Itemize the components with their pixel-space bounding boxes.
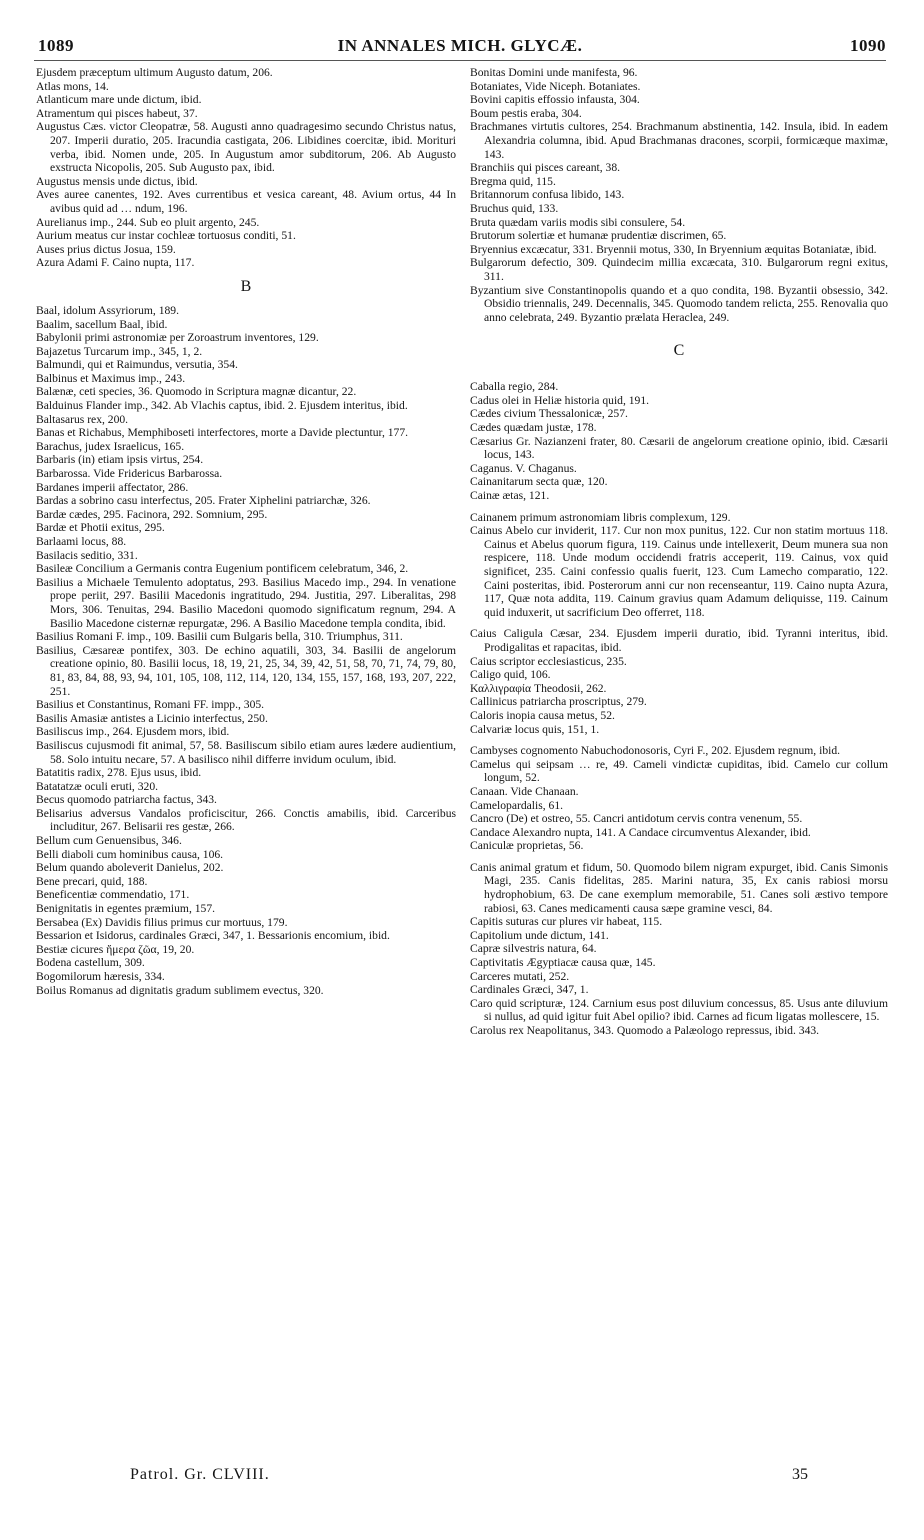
index-entry: Baalim, sacellum Baal, ibid. <box>36 317 168 331</box>
index-entry: Belli diaboli cum hominibus causa, 106. <box>36 847 224 861</box>
index-entry: Cainanem primum astronomiam libris complexum, 129. <box>470 510 731 524</box>
index-entry: Britannorum confusa libido, 143. <box>470 188 625 202</box>
index-entry: Basilis Amasiæ antistes a Licinio interfectus, 250. <box>36 711 268 725</box>
index-entry: Bovini capitis effossio infausta, 304. <box>470 93 640 107</box>
index-entry: Brutorum solertiæ et humanæ prudentiæ discrimen, 65. <box>470 229 727 243</box>
index-entry: Bruchus quid, 133. <box>470 201 559 215</box>
index-entry: Brachmanes virtutis cultores, 254. Brachmanum abstinentia, 142. Insula, ibid. In eadem Alexandria columna, ibid. Apud Brachmanas dracones, scorpii, formicæque maximæ, 143. <box>470 120 888 161</box>
index-entry: Atlas mons, 14. <box>36 79 109 93</box>
index-entry: Caballa regio, 284. <box>470 380 559 394</box>
index-entry: Atramentum qui pisces habeut, 37. <box>36 106 198 120</box>
running-title: IN ANNALES MICH. GLYCÆ. <box>337 36 583 55</box>
index-entry: Cardinales Græci, 347, 1. <box>470 983 589 997</box>
index-entry: Basiliscus cujusmodi fit animal, 57, 58. Basiliscum sibilo etiam aures lædere audientium, 58. Solo intuitu necare, 57. A basilisco nihil differre invidum oculum, ibid. <box>36 738 456 766</box>
index-entry: Cadus olei in Heliæ historia quid, 191. <box>470 393 650 407</box>
index-entry: Augustus Cæs. victor Cleopatræ, 58. Augusti anno quadragesimo secundo Christus natus, 207. Imperii duratio, 205. Iracundia castigata, 206. Libidines coercitæ, ibid. Morituri verba, ibid. Nomen unde, 205. In Augustum amor subditorum, 206. Ab Augusto exstructa Nicopolis, 205. Sub Augusto pax, ibid. <box>36 120 456 175</box>
entry-gap <box>470 853 888 861</box>
index-entry: Babylonii primi astronomiæ per Zoroastrum inventores, 129. <box>36 331 319 345</box>
index-entry: Bonitas Domini unde manifesta, 96. <box>470 66 638 79</box>
index-entry: Caganus. V. Chaganus. <box>470 461 577 475</box>
index-entry: Becus quomodo patriarcha factus, 343. <box>36 793 217 807</box>
entry-gap <box>470 503 888 511</box>
index-entry: Cancro (De) et ostreo, 55. Cancri antidotum cervis contra venenum, 55. <box>470 812 803 826</box>
index-entry: Captivitatis Ægyptiacæ causa quæ, 145. <box>470 956 656 970</box>
index-entry: Aurelianus imp., 244. Sub eo pluit argento, 245. <box>36 215 260 229</box>
index-entry: Basileæ Concilium a Germanis contra Eugenium pontificem celebratum, 346, 2. <box>36 562 409 576</box>
index-entry: Bruta quædam variis modis sibi consulere, 54. <box>470 215 686 229</box>
index-entry: Bajazetus Turcarum imp., 345, 1, 2. <box>36 344 203 358</box>
section-letter: C <box>673 342 685 360</box>
index-entry: Καλλιγραφία Theodosii, 262. <box>470 681 607 695</box>
index-entry: Basilius Romani F. imp., 109. Basilii cum Bulgaris bella, 310. Triumphus, 311. <box>36 630 403 644</box>
page-number-left: 1089 <box>38 36 74 55</box>
index-entry: Cainæ ætas, 121. <box>470 489 550 503</box>
index-entry: Canaan. Vide Chanaan. <box>470 784 579 798</box>
index-entry: Benignitatis in egentes præmium, 157. <box>36 902 216 916</box>
index-entry: Barbaris (in) etiam ipsis virtus, 254. <box>36 453 204 467</box>
index-entry: Balmundi, qui et Raimundus, versutia, 354. <box>36 358 238 372</box>
index-entry: Balduinus Flander imp., 342. Ab Vlachis captus, ibid. 2. Ejusdem interitus, ibid. <box>36 399 408 413</box>
index-entry: Ejusdem præceptum ultimum Augusto datum, 206. <box>36 66 273 79</box>
entry-gap <box>470 736 888 744</box>
index-entry: Belum quando aboleverit Danielus, 202. <box>36 861 224 875</box>
index-entry: Banas et Richabus, Memphiboseti interfectores, morte a Davide plectuntur, 177. <box>36 426 409 440</box>
index-entry: Cambyses cognomento Nabuchodonosoris, Cyri F., 202. Ejusdem regnum, ibid. <box>470 744 841 758</box>
index-entry: Botaniates, Vide Niceph. Botaniates. <box>470 79 641 93</box>
page-number-right: 1090 <box>850 36 886 55</box>
index-entry: Caloris inopia causa metus, 52. <box>470 708 615 722</box>
index-entry: Baltasarus rex, 200. <box>36 412 129 426</box>
index-entry: Basilius a Michaele Temulento adoptatus, 293. Basilius Macedo imp., 294. In venatione prope periit, 297. Basilii Macedonis ingratitudo, 294. Justitia, 297. Liberalitas, 298 Mors, 306. Tenuitas, 294. Basilio Macedoni quomodo significatum regnum, 294. A Basilio Macedone cisternæ repurgatæ, 296. A Basilio Macedone templa condita, ibid. <box>36 575 456 630</box>
index-entry: Barlaami locus, 88. <box>36 535 127 548</box>
index-entry: Boilus Romanus ad dignitatis gradum sublimem evectus, 320. <box>36 983 324 997</box>
index-entry: Bellum cum Genuensibus, 346. <box>36 834 182 848</box>
index-entry: Branchiis qui pisces careant, 38. <box>470 161 621 175</box>
index-entry: Bardas a sobrino casu interfectus, 205. Frater Xiphelini patriarchæ, 326. <box>36 494 371 508</box>
index-entry: Bardæ et Photii exitus, 295. <box>36 521 165 535</box>
index-entry: Carceres mutati, 252. <box>470 969 570 983</box>
index-entry: Balbinus et Maximus imp., 243. <box>36 371 186 385</box>
index-entry: Capitolium unde dictum, 141. <box>470 928 609 942</box>
index-entry: Caligo quid, 106. <box>470 668 551 682</box>
index-entry: Cædes quædam justæ, 178. <box>470 421 597 435</box>
index-entry: Camelus qui seipsam … re, 49. Cameli vindictæ cupiditas, ibid. Camelo cur collum longum, 52. <box>470 757 888 785</box>
index-entry: Atlanticum mare unde dictum, ibid. <box>36 93 202 107</box>
index-entry: Bersabea (Ex) Davidis filius primus cur mortuus, 179. <box>36 915 288 929</box>
index-entry: Basilius, Cæsareæ pontifex, 303. De echino aquatili, 303, 34. Basilii de angelorum creatione opinio, 80. Basilii locus, 18, 19, 21, 25, 34, 39, 42, 51, 58, 70, 71, 74, 79, 80, 81, 83, 84, 88, 93, 94, 101, 105, 108, 112, 114, 120, 134, 155, 157, 168, 193, 207, 222, 251. <box>36 643 456 698</box>
index-entry: Aves auree canentes, 192. Aves currentibus et vesica careant, 48. Avium ortus, 44 In avibus quid ad … ndum, 196. <box>36 188 456 215</box>
index-entry: Beneficentiæ commendatio, 171. <box>36 888 190 902</box>
index-entry: Baal, idolum Assyriorum, 189. <box>36 303 179 317</box>
index-entry: Batatitis radix, 278. Ejus usus, ibid. <box>36 766 202 780</box>
index-entry: Basilius et Constantinus, Romani FF. impp., 305. <box>36 698 265 712</box>
index-entry: Azura Adami F. Caino nupta, 117. <box>36 256 195 270</box>
index-entry: Bogomilorum hæresis, 334. <box>36 970 165 983</box>
section-letter: B <box>240 277 252 295</box>
index-entry: Boum pestis eraba, 304. <box>470 106 582 120</box>
index-entry: Belisarius adversus Vandalos proficiscitur, 266. Conctis amabilis, ibid. Carceribus includitur, 267. Belisarii res gestæ, 266. <box>36 806 456 834</box>
index-column-right <box>470 66 888 1462</box>
sheet-signature: 35 <box>792 1466 808 1483</box>
index-entry: Capitis suturas cur plures vir habeat, 115. <box>470 915 663 929</box>
index-entry: Candace Alexandro nupta, 141. A Candace circumventus Alexander, ibid. <box>470 825 811 839</box>
index-entry: Carolus rex Neapolitanus, 343. Quomodo a Palæologo repressus, ibid. 343. <box>470 1024 820 1037</box>
entry-gap <box>470 619 888 627</box>
index-entry: Caniculæ proprietas, 56. <box>470 839 584 853</box>
index-entry: Bene precari, quid, 188. <box>36 874 148 888</box>
index-entry: Caius scriptor ecclesiasticus, 235. <box>470 654 627 668</box>
index-entry: Cainanitarum secta quæ, 120. <box>470 475 608 489</box>
index-entry: Callinicus patriarcha proscriptus, 279. <box>470 695 647 709</box>
index-entry: Cainus Abelo cur inviderit, 117. Cur non mox punitus, 122. Cur non statim mortuus 118. Cainus et Abelus quorum figura, 119. Cainus unde intellexerit, Deum munera sua non respicere, 118. Unde modum occidendi fratris acceperit, 119. Cainus, vox quid significet, 235. Caini confessio qualis fuerit, 123. Cum Lamecho comparatio, 122. Caini posteritas, ibid. Posterorum anni cur non recenseantur, 119. Caino nupta Azura, 117, Quæ nota addita, 119. Cainum gravius quam Adamum deliquisse, 119. Cainum quid induxerit, ut sacrificium Deo offerret, 118. <box>470 524 888 619</box>
index-entry: Cæsarius Gr. Nazianzeni frater, 80. Cæsarii de angelorum creatione opinio, ibid. Cæsarii locus, 143. <box>470 434 888 462</box>
index-entry: Basilacis seditio, 331. <box>36 548 138 562</box>
index-entry: Capræ silvestris natura, 64. <box>470 942 597 956</box>
running-header <box>34 36 886 61</box>
index-entry: Bregma quid, 115. <box>470 174 556 188</box>
index-entry: Canis animal gratum et fidum, 50. Quomodo bilem nigram expurget, ibid. Canis Simonis Magi, 235. Canis fidelitas, 285. Marini natura, 35, Ex canis rabiosi morsu hydrophobium, 63. De cane exemplum memorabile, 51. Canes soli æstivo tempore rabiosi, 63. Canes medicamenti causa sæpe gramine vesci, 84. <box>470 860 888 915</box>
index-entry: Camelopardalis, 61. <box>470 798 564 812</box>
index-entry: Caius Caligula Cæsar, 234. Ejusdem imperii duratio, ibid. Tyranni interitus, ibid. Prodigalitas et rapacitas, ibid. <box>470 627 888 654</box>
index-entry: Augustus mensis unde dictus, ibid. <box>36 174 198 188</box>
index-entry: Calvariæ locus quis, 151, 1. <box>470 722 600 736</box>
index-entry: Barbarossa. Vide Fridericus Barbarossa. <box>36 467 223 481</box>
page-footer <box>130 1466 850 1484</box>
index-entry: Basiliscus imp., 264. Ejusdem mors, ibid. <box>36 725 230 739</box>
index-entry: Balænæ, ceti species, 36. Quomodo in Scriptura magnæ dicantur, 22. <box>36 385 357 399</box>
index-entry: Barachus, judex Israelicus, 165. <box>36 439 185 453</box>
index-entry: Aurium meatus cur instar cochleæ tortuosus conditi, 51. <box>36 229 296 243</box>
index-entry: Bestiæ cicures ἥμερα ζῶα, 19, 20. <box>36 942 195 956</box>
index-entry: Bulgarorum defectio, 309. Quindecim millia excæcata, 310. Bulgarorum regni exitus, 311. <box>470 256 888 283</box>
index-entry: Bodena castellum, 309. <box>36 956 145 970</box>
index-entry: Caro quid scripturæ, 124. Carnium esus post diluvium concessus, 85. Usus ante diluvium si nullus, ad quid igitur fuit Abel opilio? ibid. Carnes ad ficum ligatas mollescere, 15. <box>470 996 888 1024</box>
index-entry: Bardæ cædes, 295. Facinora, 292. Somnium, 295. <box>36 507 268 521</box>
index-entry: Batatatzæ oculi eruti, 320. <box>36 779 159 793</box>
index-entry: Bardanes imperii affectator, 286. <box>36 480 189 494</box>
volume-signature: Patrol. Gr. CLVIII. <box>130 1466 270 1483</box>
index-entry: Bryennius excæcatur, 331. Bryennii motus, 330, In Bryennium æquitas Botaniatæ, ibid. <box>470 242 877 256</box>
index-entry: Bessarion et Isidorus, cardinales Græci, 347, 1. Bessarionis encomium, ibid. <box>36 929 390 943</box>
index-entry: Byzantium sive Constantinopolis quando et a quo condita, 198. Byzantii obsessio, 342. Obsidio triennalis, 249. Decennalis, 345. Quomodo tandem relicta, 255. Renovalia quo anno celebrata, 249. Byzantio prælata Heraclea, 249. <box>470 283 888 324</box>
index-column-left <box>36 66 456 1462</box>
index-entry: Auses prius dictus Josua, 159. <box>36 242 176 256</box>
index-entry: Cædes civium Thessalonicæ, 257. <box>470 407 628 421</box>
